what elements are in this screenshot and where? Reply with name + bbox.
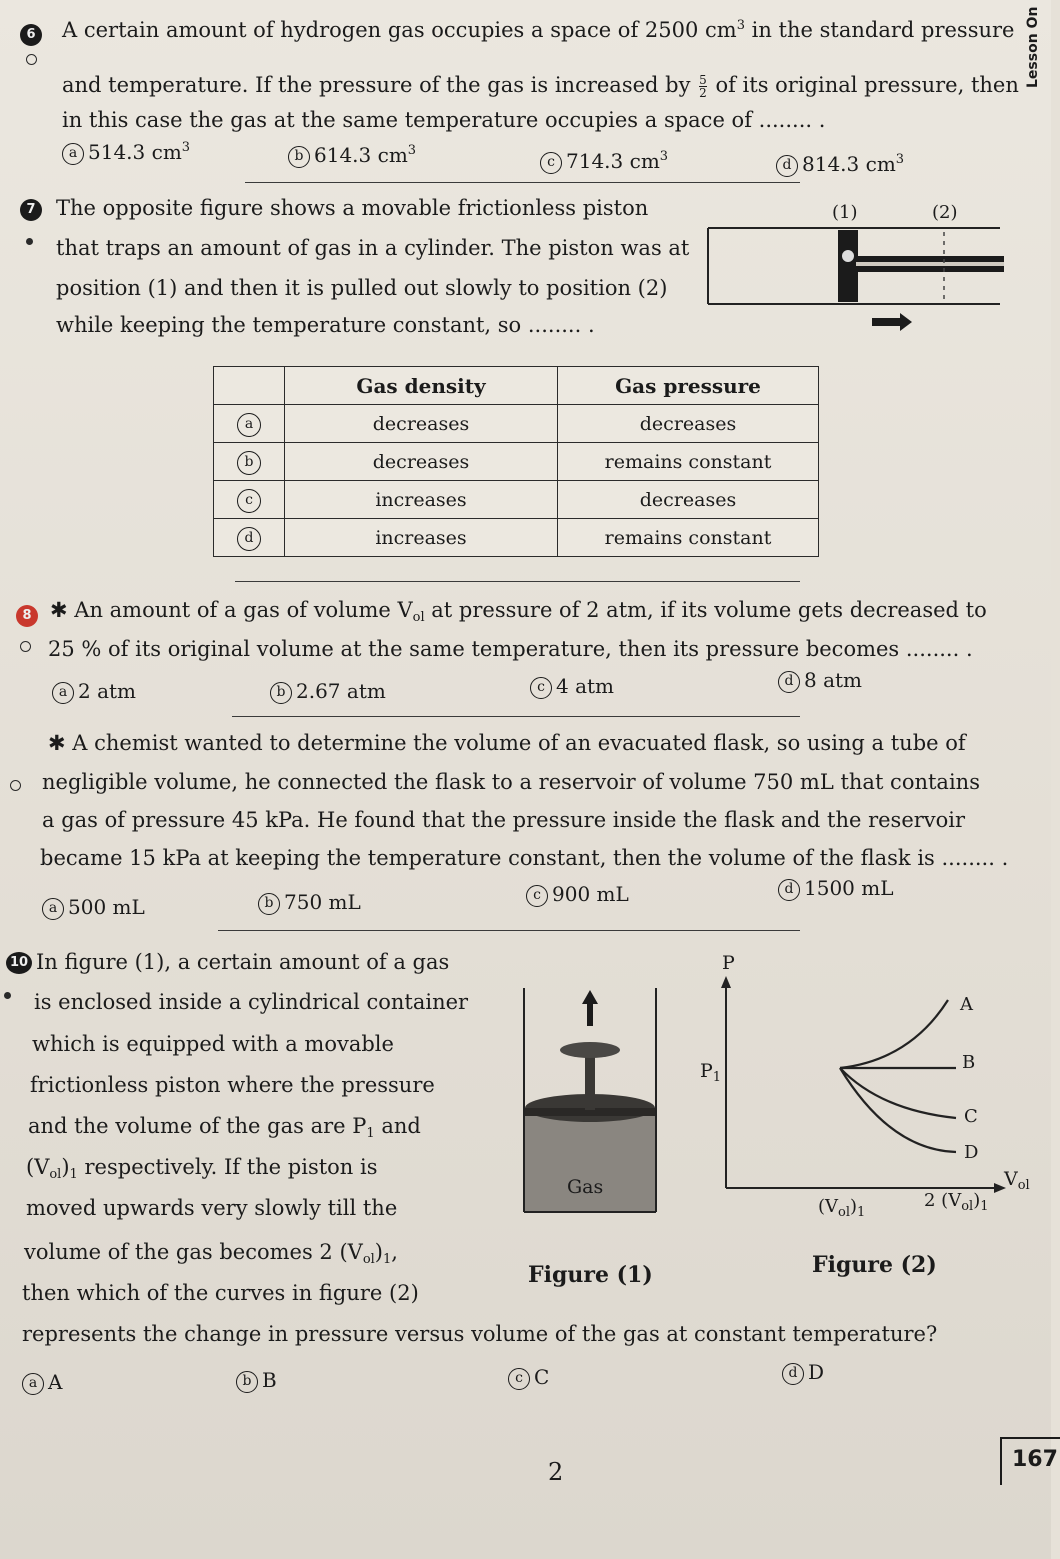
q10-line-7: moved upwards very slowly till the	[26, 1196, 398, 1220]
figure-2-pv-graph	[700, 960, 1040, 1230]
pull-direction-arrow	[872, 313, 912, 331]
q8-option-d[interactable]: d 8 atm	[778, 668, 862, 693]
row-badge: b	[237, 451, 261, 475]
separator	[232, 716, 800, 717]
row-badge: d	[237, 527, 261, 551]
q8-option-a[interactable]: a 2 atm	[52, 679, 136, 704]
q8-line-1: ✱ An amount of a gas of volume $V_{ol}$ at pressure of 2 atm, if its volume gets decreased to	[50, 598, 987, 625]
q7-line-2: that traps an amount of gas in a cylinder. The piston was at	[56, 236, 690, 260]
q6-option-d[interactable]: d 814.3 $cm^3$	[776, 152, 904, 177]
q10-line-3: which is equipped with a movable	[32, 1032, 394, 1056]
q10-line-10: represents the change in pressure versus volume of the gas at constant temperature?	[22, 1322, 938, 1346]
curve-c-label: C	[964, 1106, 978, 1127]
q10-line-4: frictionless piston where the pressure	[30, 1073, 435, 1097]
footer-number: 2	[548, 1458, 564, 1486]
piston-joint	[842, 250, 854, 262]
curve-d	[840, 1068, 956, 1152]
x-tick-2v1: 2 $(V_{ol})_1$	[924, 1190, 989, 1214]
question-6-number: 6	[20, 24, 42, 46]
table-corner	[214, 367, 285, 405]
bullet-marker	[26, 238, 33, 245]
x-tick-v1: $(V_{ol})_1$	[818, 1196, 866, 1220]
table-header-pressure: Gas pressure	[558, 367, 819, 405]
pressure-cell: remains constant	[558, 519, 819, 557]
curve-b-label: B	[962, 1052, 976, 1073]
question-10-number: 10	[6, 952, 32, 974]
piston-cylinder-diagram	[700, 222, 1010, 332]
q6-option-b[interactable]: b 614.3 $cm^3$	[288, 143, 416, 168]
bullet-marker	[4, 992, 11, 999]
table-row-a[interactable]	[214, 405, 819, 443]
q10-option-c[interactable]: c C	[508, 1365, 549, 1390]
table-row-b[interactable]	[214, 443, 819, 481]
table-row-c[interactable]	[214, 481, 819, 519]
density-cell: increases	[285, 519, 558, 557]
figure-1-caption: Figure (1)	[528, 1262, 653, 1288]
piston-rod	[585, 1050, 595, 1110]
pressure-cell: remains constant	[558, 443, 819, 481]
q7-line-4: while keeping the temperature constant, so ........ .	[56, 313, 595, 337]
x-axis-label: $V_{ol}$	[1004, 1168, 1030, 1193]
curve-a	[840, 1000, 948, 1068]
curve-d-label: D	[964, 1142, 979, 1163]
y-axis-arrow	[721, 976, 731, 988]
q10-line-1: In figure (1), a certain amount of a gas	[36, 950, 450, 974]
fraction-five-halves: $\frac{5}{2}$	[699, 73, 707, 100]
q10-line-8: volume of the gas becomes 2 $(V_{ol})_1$,	[24, 1240, 398, 1267]
row-badge: a	[237, 413, 261, 437]
q6-line-1: A certain amount of hydrogen gas occupies a space of 2500 $cm^3$ in the standard pressure	[62, 18, 1015, 42]
q10-option-a[interactable]: a A	[22, 1370, 62, 1395]
q6-option-a[interactable]: a 514.3 $cm^3$	[62, 140, 190, 165]
q8-option-c[interactable]: c 4 atm	[530, 674, 614, 699]
gas-label: Gas	[567, 1176, 604, 1198]
q6-option-c[interactable]: c 714.3 $cm^3$	[540, 149, 668, 174]
curve-a-label: A	[960, 994, 973, 1015]
q10-option-d[interactable]: d D	[782, 1360, 824, 1385]
q7-line-1: The opposite figure shows a movable frictionless piston	[56, 196, 649, 220]
separator	[245, 182, 800, 183]
q8-option-b[interactable]: b 2.67 atm	[270, 679, 386, 704]
piston-handle	[560, 1042, 620, 1058]
q6-line-3: in this case the gas at the same temperature occupies a space of ........ .	[62, 108, 826, 132]
star-icon: ✱	[50, 598, 68, 622]
separator	[218, 930, 800, 931]
pressure-cell: decreases	[558, 481, 819, 519]
question-8-number: 8	[16, 605, 38, 627]
position-1-label: (1)	[832, 202, 858, 223]
row-badge: c	[237, 489, 261, 513]
q10-line-2: is enclosed inside a cylindrical container	[34, 990, 469, 1014]
separator	[235, 581, 800, 582]
ring-marker	[26, 54, 37, 65]
q9-option-c[interactable]: c 900 mL	[526, 882, 629, 907]
figure-2-caption: Figure (2)	[812, 1252, 937, 1278]
question-7-number: 7	[20, 199, 42, 221]
density-cell: decreases	[285, 443, 558, 481]
q6-line-2: and temperature. If the pressure of the gas is increased by $\frac{5}{2}$ of its original pressure, then	[62, 73, 1019, 100]
lesson-side-tab: Lesson On	[1025, 6, 1041, 89]
position-2-label: (2)	[932, 202, 958, 223]
q9-option-d[interactable]: d 1500 mL	[778, 876, 894, 901]
star-icon: ✱	[48, 731, 66, 755]
q7-line-3: position (1) and then it is pulled out slowly to position (2)	[56, 276, 668, 300]
page-number: 167	[1000, 1437, 1060, 1485]
ring-marker	[20, 641, 31, 652]
q9-line-4: became 15 kPa at keeping the temperature constant, then the volume of the flask is ........ .	[40, 846, 1009, 870]
q9-line-1: ✱ A chemist wanted to determine the volume of an evacuated flask, so using a tube of	[48, 731, 966, 755]
density-cell: increases	[285, 481, 558, 519]
q8-line-2: 25 % of its original volume at the same temperature, then its pressure becomes ........ .	[48, 637, 973, 661]
piston-rod-highlight	[856, 262, 1004, 266]
q9-line-2: negligible volume, he connected the flask to a reservoir of volume 750 mL that contains	[42, 770, 980, 794]
density-cell: decreases	[285, 405, 558, 443]
pressure-cell: decreases	[558, 405, 819, 443]
q9-option-a[interactable]: a 500 mL	[42, 895, 145, 920]
table-header-density: Gas density	[285, 367, 558, 405]
q10-option-b[interactable]: b B	[236, 1368, 277, 1393]
q10-line-9: then which of the curves in figure (2)	[22, 1281, 419, 1305]
q10-line-5: and the volume of the gas are $P_1$ and	[28, 1114, 421, 1141]
y-axis-label: P	[722, 952, 735, 974]
q10-line-6: $(V_{ol})_1$ respectively. If the piston is	[26, 1155, 378, 1182]
table-row-d[interactable]	[214, 519, 819, 557]
piston-head	[838, 230, 858, 302]
q9-option-b[interactable]: b 750 mL	[258, 890, 361, 915]
upward-arrow-icon	[582, 990, 598, 1026]
ring-marker	[10, 780, 21, 791]
p1-label: $P_1$	[700, 1060, 722, 1085]
q9-line-3: a gas of pressure 45 kPa. He found that the pressure inside the flask and the reservoir	[42, 808, 966, 832]
q7-options-table	[213, 366, 819, 557]
